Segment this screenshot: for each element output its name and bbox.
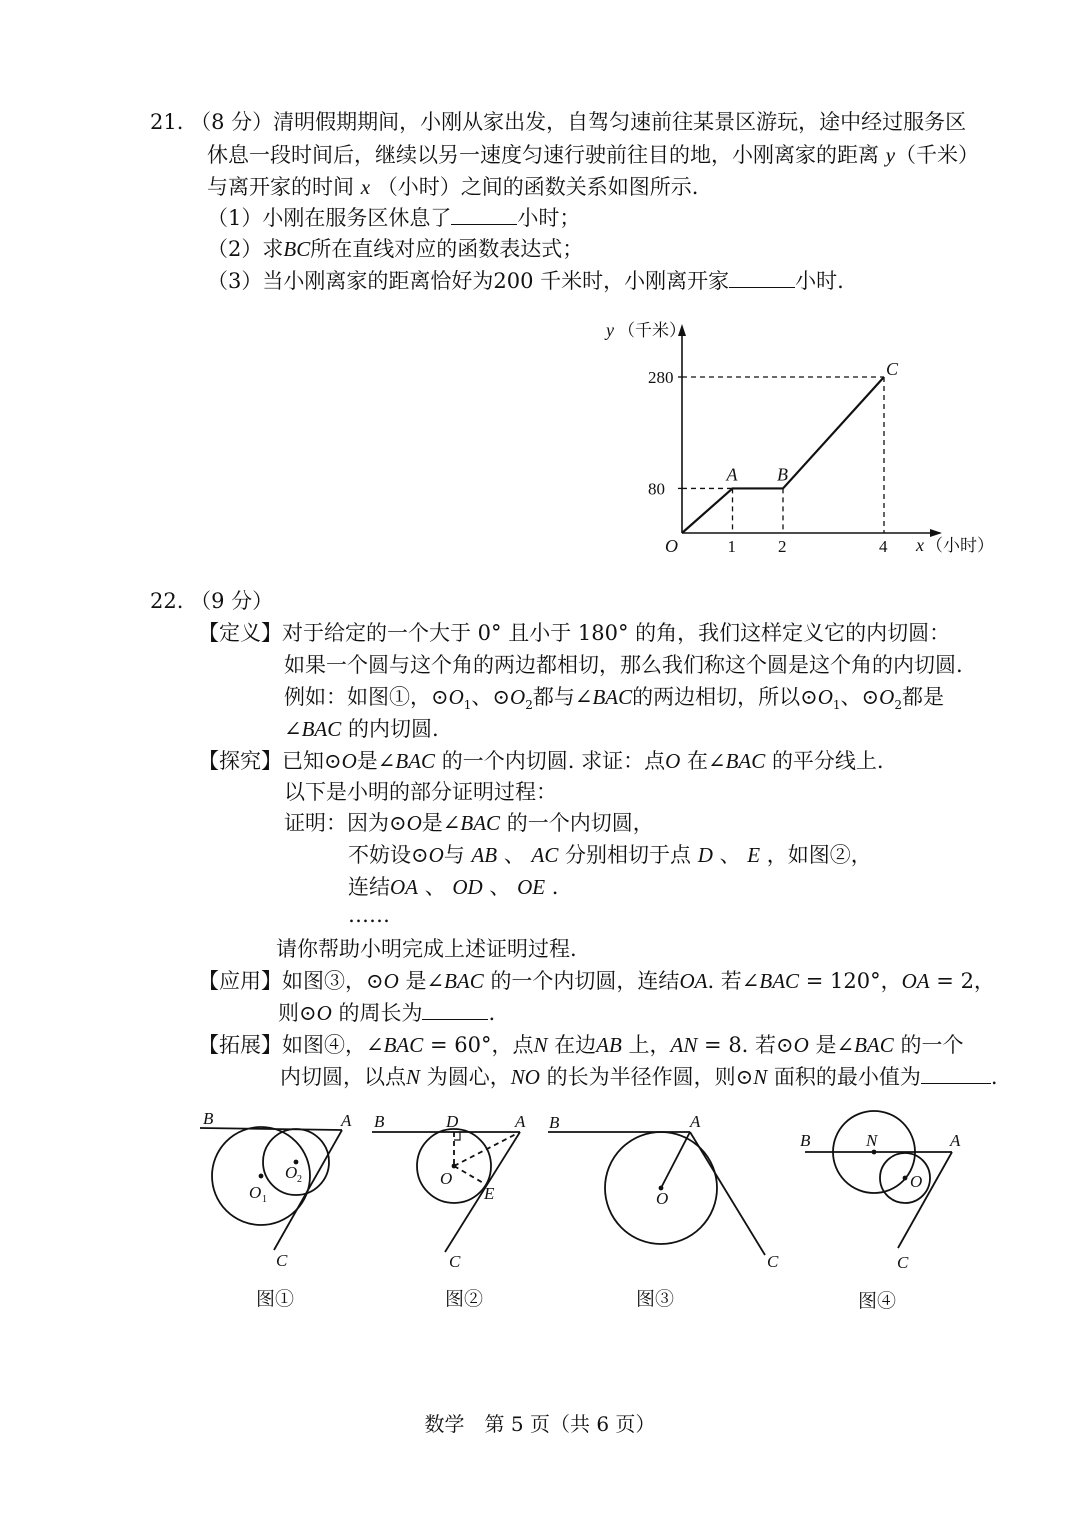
fig4-n-dot [872, 1150, 877, 1155]
definition-line-4: ∠BAC 的内切圆. [284, 717, 439, 741]
fig1-label-c: C [276, 1251, 288, 1270]
fig2-label-c: C [449, 1252, 461, 1271]
figure-1 [200, 1127, 342, 1250]
fig4-label-c: C [897, 1253, 909, 1272]
proof-line-1: 证明：因为⊙O是∠BAC 的一个内切圆， [284, 811, 654, 835]
y-tick-label: 80 [648, 479, 665, 499]
fig1-label-a: A [341, 1111, 352, 1130]
q21-line-2: 休息一段时间后，继续以另一速度匀速行驶前往目的地，小刚离家的距离 y（千米） [207, 143, 980, 167]
point-label-c: C [886, 359, 899, 379]
y-axis-var: y [606, 320, 614, 340]
explore-line-1: 【探究】已知⊙O是∠BAC 的一个内切圆. 求证：点O 在∠BAC 的平分线上. [198, 749, 884, 773]
fig1-sub-2: 2 [297, 1174, 302, 1185]
apply-line-2: 则⊙O 的周长为 . [278, 1001, 496, 1025]
fig3-label-b: B [549, 1113, 560, 1132]
q21-line-3: 与离开家的时间 x （小时）之间的函数关系如图所示. [207, 175, 699, 199]
figure-2-caption: 图② [445, 1288, 484, 1310]
fig1-label-b: B [203, 1109, 214, 1128]
distance-time-graph [590, 310, 1010, 570]
q21-number: 21. [150, 110, 184, 134]
fig4-o-dot [903, 1176, 908, 1181]
fig2-label-d: D [446, 1112, 459, 1131]
q21-points: （8 分） [190, 110, 274, 134]
fig4-label-b: B [800, 1131, 811, 1150]
x-axis-var: x [916, 535, 924, 555]
fig4-label-o: O [910, 1172, 923, 1191]
answer-blank[interactable] [451, 204, 517, 225]
answer-blank[interactable] [921, 1063, 991, 1084]
proof-line-3: 连结OA 、 OD 、 OE . [348, 875, 559, 899]
fig1-label-o1: O [249, 1183, 262, 1202]
fig4-label-n: N [866, 1131, 878, 1150]
fig1-o1-dot [259, 1174, 264, 1179]
definition-line-1: 【定义】对于给定的一个大于 0° 且小于 180° 的角，我们这样定义它的内切圆： [198, 621, 951, 645]
answer-blank[interactable] [422, 999, 488, 1020]
fig2-label-o: O [440, 1169, 453, 1188]
fig1-label-o2: O [285, 1163, 298, 1182]
figure-3-caption: 图③ [636, 1288, 675, 1310]
q21-part-1: （1）小刚在服务区休息了 小时； [207, 206, 581, 230]
fig1-sub-1: 1 [262, 1194, 267, 1205]
x-axis-unit: （小时） [926, 536, 994, 555]
figure-4-caption: 图④ [858, 1290, 897, 1312]
definition-line-2: 如果一个圆与这个角的两边都相切，那么我们称这个圆是这个角的内切圆. [284, 653, 963, 677]
point-label-b: B [777, 464, 788, 485]
q22-number: 22. [150, 589, 184, 613]
fig2-label-e: E [484, 1184, 495, 1203]
x-tick-label: 1 [727, 537, 736, 556]
q22-heading [150, 586, 273, 616]
point-label-a: A [726, 464, 738, 485]
y-axis-unit: （千米） [618, 321, 686, 340]
fig3-label-o: O [656, 1189, 669, 1208]
fig2-label-a: A [515, 1112, 526, 1131]
y-tick-label: 280 [648, 368, 674, 387]
extend-tag: 【拓展】 [198, 1033, 282, 1057]
extend-line-1: 【拓展】如图④，∠BAC = 60°，点N 在边AB 上，AN = 8. 若⊙O 是∠BAC 的一个 [198, 1033, 964, 1057]
help-line: 请你帮助小明完成上述证明过程. [276, 937, 577, 961]
apply-tag: 【应用】 [198, 969, 282, 993]
fig2-label-b: B [374, 1112, 385, 1131]
explore-tag: 【探究】 [198, 749, 282, 773]
extend-line-2: 内切圆，以点N 为圆心，NO 的长为半径作圆，则⊙N 面积的最小值为 . [280, 1065, 998, 1089]
figure-4 [805, 1111, 952, 1248]
fig4-label-a: A [950, 1131, 961, 1150]
answer-blank[interactable] [729, 267, 795, 288]
fig2-o-dot [452, 1164, 457, 1169]
q22-points: （9 分） [190, 589, 274, 613]
origin-label: O [665, 536, 678, 556]
proof-ellipsis: …… [348, 903, 390, 927]
x-tick-label: 2 [778, 537, 787, 556]
apply-line-1: 【应用】如图③，⊙O 是∠BAC 的一个内切圆，连结OA. 若∠BAC = 120°，OA = 2， [198, 969, 995, 993]
figure-1-caption: 图① [256, 1288, 295, 1310]
proof-line-2: 不妨设⊙O与 AB 、 AC 分别相切于点 D 、 E ，如图②， [348, 843, 872, 867]
definition-line-3: 例如：如图①，$⊙O_1$、$⊙O_2$都与∠BAC的两边相切，所以$⊙O_1$、$⊙O_2$都是 [284, 685, 944, 713]
q21-line-1: 21. （8 分）清明假期期间，小刚从家出发，自驾匀速前往某景区游玩，途中经过服务区 [150, 110, 967, 134]
page-footer: 数学 第 5 页（共 6 页） [424, 1412, 656, 1436]
fig3-label-c: C [767, 1252, 779, 1271]
definition-tag: 【定义】 [198, 621, 282, 645]
explore-line-2: 以下是小明的部分证明过程： [284, 780, 557, 804]
x-tick-label: 4 [879, 537, 888, 556]
fig3-label-a: A [690, 1112, 701, 1131]
q21-part-2: （2）求BC所在直线对应的函数表达式； [207, 237, 584, 261]
q21-part-3: （3）当小刚离家的距离恰好为200 千米时，小刚离开家 小时. [207, 269, 844, 293]
geometry-figures [0, 1095, 1080, 1275]
figure-2 [372, 1129, 520, 1252]
